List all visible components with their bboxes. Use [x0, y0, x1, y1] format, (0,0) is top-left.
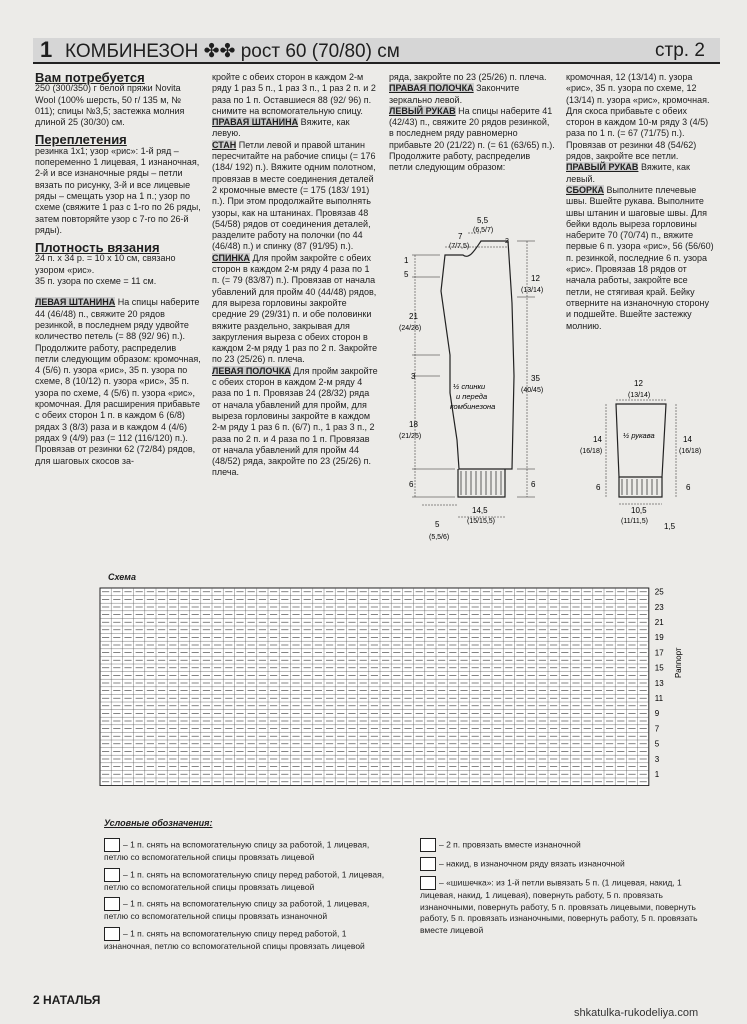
- sleeve-right-sizes: (16/18): [679, 448, 702, 455]
- row-number: 3: [654, 754, 660, 764]
- cuff-left: 6: [596, 483, 601, 492]
- assembly-text: Выполните плечевые швы. Вшейте рукава. Выполните швы штанин и шаговые швы. Для бейки вдоль выреза горловины наберите 70 (70/74) п., вяжите первые 6 п. узора «рис», 56 (56/60) п. резинкой, последние 6 п. узора «рис». Провязав 18 рядов от начала работы, закройте все петли, не стягивая край. Бейку отверните на изнаночную сторону и подшейте. Вшейте застежку молнию.: [566, 184, 714, 331]
- dim-5: 5: [404, 270, 409, 279]
- row-number: 13: [654, 678, 664, 688]
- right-sleeve-heading: ПРАВЫЙ РУКАВ: [566, 162, 639, 173]
- sleeve-label: ½ рукава: [623, 431, 655, 440]
- row-number: 9: [654, 709, 660, 719]
- purl-two-together-icon: [420, 838, 436, 852]
- sleeve-left-sizes: (16/18): [580, 448, 603, 455]
- density-text-1: 24 п. x 34 р. = 10 x 10 см, связано узором «рис».: [35, 253, 176, 275]
- density-heading: Плотность вязания: [35, 240, 160, 256]
- back-text: Для пройм закройте с обеих сторон в каждом 2-м ряду 4 раза по 1 п. (= 79 (83/87) п.). Провязав от начала убавлений для пройм 40 (44/48) рядов, для выреза горловины закройте средние 29 (29/31) п. и обе половинки вяжите раздельно, закрывая для закругления выреза с обеих сторон в каждом 2-м ряду 1 раз по 2 п. Закройте по 23 (25/26) п. плеча.: [212, 252, 378, 365]
- footer-magazine: НАТАЛЬЯ: [43, 993, 101, 1007]
- left-sleeve-heading: ЛЕВЫЙ РУКАВ: [389, 105, 456, 116]
- knitting-chart: [98, 586, 698, 786]
- column-4: [566, 72, 716, 332]
- row-number: 11: [654, 694, 664, 703]
- left-front-heading: ЛЕВАЯ ПОЛОЧКА: [212, 365, 291, 376]
- right-leg-text: Вяжите, как левую.: [212, 117, 350, 139]
- row-number: 17: [654, 648, 664, 658]
- neck-width-sizes: (6,5/7): [473, 227, 494, 234]
- legend-item-4: – 1 п. снять на вспомогательную спицу перед работой, 1 изнаночная, петлю со вспомогательной спицы провязать лицевой: [104, 927, 365, 951]
- dim-3: 3: [411, 372, 416, 381]
- left-leg-text: На спицы наберите 44 (46/48) п., свяжите 20 рядов резинкой, в последнем ряду удвойте количество петель (= 88 (92/ 96) п.). Продолжите работу, распределив петли следующим образом: кромочная, 4 (5/6) п. узора «рис», 35 п. узора по схеме, 8 (10/12) п. узора «рис», 35 п. узора по схеме, 4 (5/6) п. узора «рис», кромочная. Для расширения прибавьте с обеих сторон 1 п. в каждом 6 (6/8) рядах 3 (8/3) раза и в каждом 4 (4/6) рядах 9 (4/9) раз (= 112 (116/120) п.). Провязав от резинки 62 (72/84) рядов, для шаговых скосов за-: [35, 297, 201, 466]
- body-heading: СТАН: [212, 139, 237, 150]
- dim-21-sizes: (24/26): [399, 325, 422, 332]
- back-heading: СПИНКА: [212, 252, 250, 263]
- part-label-2: и переда: [456, 392, 488, 401]
- materials-heading: Вам потребуется: [35, 70, 145, 85]
- part-label-3: комбинезона: [450, 402, 496, 411]
- chart-label: Схема: [108, 572, 136, 582]
- pattern-number: 1: [40, 37, 53, 62]
- row-number: 19: [654, 633, 664, 643]
- legend-item-5: – 2 п. провязать вместе изнаночной: [439, 839, 581, 850]
- bottom-width: 14,5: [472, 506, 488, 515]
- jumpsuit-pattern-diagram: [395, 205, 560, 550]
- sleeve-top: 12: [634, 379, 643, 388]
- right-sleeve-text: Вяжите, как левый.: [566, 162, 690, 184]
- shoulder-width-sizes: (7/7,5): [449, 243, 470, 250]
- dim-35-sizes: (40/45): [521, 387, 544, 394]
- cable-right-icon: [104, 838, 120, 852]
- col2-intro: кройте с обеих сторон в каждом 2-м ряду 1 раз 5 п., 1 раз 3 п., 1 раз 2 п. и 2 раза по 1 п. Оставшиеся 88 (92/ 96) п. снимите на вспомогательную спицу.: [212, 72, 376, 116]
- dim-12-sizes: (13/14): [521, 287, 544, 294]
- right-front-heading: ПРАВАЯ ПОЛОЧКА: [389, 83, 474, 94]
- left-sleeve-text: На спицы наберите 41 (42/43) п., свяжите 20 рядов резинкой, в последнем ряду равномерно прибавьте 20 (21/22) п. (= 61 (63/65) п.). Продолжите работу, распределив петли следующим образом:: [389, 105, 555, 173]
- dim-1: 1: [404, 256, 409, 265]
- body-text: Петли левой и правой штанин пересчитайте на рабочие спицы (= 176 (184/ 192) п.). Вяжите одним полотном, провязав в месте соединения деталей 2 кромочные вместе (= 175 (183/ 191) п.). При этом продолжайте выполнять узоры, как на штанинах. Провязав 48 (54/58) рядов от соединения деталей, разделите работу на полочки (по 44 (46/48) п.) и спинку (87 (91/95) п.).: [212, 139, 376, 252]
- row-number: 23: [654, 602, 664, 612]
- cuff-width: 10,5: [631, 506, 647, 515]
- part-label-1: ½ спинки: [453, 382, 486, 391]
- weaves-heading: Переплетения: [35, 132, 127, 148]
- legend-item-1: – 1 п. снять на вспомогательную спицу за работой, 1 лицевая, петлю со вспомогательной спицы провязать лицевой: [104, 839, 370, 862]
- col3-intro: ряда, закройте по 23 (25/26) п. плеча.: [389, 72, 547, 82]
- sleeve-right: 14: [683, 435, 692, 444]
- materials-text: 250 (300/350) г белой пряжи Novita Wool (100% шерсть, 50 г/ 135 м, № 011); спицы №3,5; застежка молния длиной 25 (30/30) см.: [35, 83, 185, 128]
- cross-purl-right-icon: [104, 897, 120, 911]
- bottom-width-sizes: (15/15,5): [467, 518, 496, 525]
- density-text-2: 35 п. узора по схеме = 11 см.: [35, 276, 157, 287]
- left-front-text: Для пройм закройте с обеих сторон в каждом 2-м ряду 4 раза по 1 п. Провязав 24 (28/32) ряда от начала убавлений для пройм, для выреза горловины закройте в каждом 2-м ряду 1 раз 6 п. (6/7) п., 1 раз 3 п., 2 раза по 2 п. и 4 раза по 1 п. Провязав от начала убавлений для пройм 44 (48/52) ряда, закройте по 23 (25/26) п. плеча.: [212, 365, 378, 478]
- legend-title: Условные обозначения:: [104, 818, 213, 828]
- footer: [33, 993, 100, 1007]
- row-number: 5: [654, 739, 660, 749]
- column-3: [389, 72, 555, 174]
- yarn-over-icon: [420, 857, 436, 871]
- sleeve-diagram: [576, 372, 716, 542]
- sleeve-top-sizes: (13/14): [628, 392, 651, 399]
- dim-18-sizes: (21/25): [399, 433, 422, 440]
- row-number: 21: [654, 618, 664, 627]
- dim-21: 21: [409, 312, 418, 321]
- crotch-width: 5: [435, 520, 440, 529]
- row-number: 25: [654, 587, 664, 597]
- right-leg-heading: ПРАВАЯ ШТАНИНА: [212, 117, 299, 128]
- column-2: [212, 72, 378, 479]
- dim-18: 18: [409, 420, 418, 429]
- shoulder-width: 7: [458, 232, 463, 241]
- dim-35: 35: [531, 374, 540, 383]
- weaves-text: резинка 1x1; узор «рис»: 1-й ряд – попеременно 1 лицевая, 1 изнаночная, 2-й и все изнаночные ряды – петли вязать по рисунку, 3-й и все лицевые ряды – смещать узор на 1 п.; узор по схеме (свяжите 1 раз с 1-го по 26 ряды, затем повторяйте узор с 7-го по 26-й ряды).: [35, 145, 201, 235]
- col4-intro: кромочная, 12 (13/14) п. узора «рис», 35 п. узора по схеме, 12 (13/14) п. узора «рис», кромочная. Для скоса прибавьте с обеих сторон в каждом 10-м ряду 3 (4/5) раза по 1 п. (= 67 (71/75) п.). Провязав от резинки 48 (54/62) рядов, закройте все петли.: [566, 72, 710, 162]
- left-leg-heading: ЛЕВАЯ ШТАНИНА: [35, 297, 116, 308]
- cuff-offset: 1,5: [664, 522, 676, 531]
- page-ref: стр. 2: [655, 40, 705, 61]
- row-number: 1: [654, 770, 660, 779]
- repeat-label: Раппорт: [673, 647, 683, 678]
- cuff-width-sizes: (11/11,5): [621, 518, 648, 525]
- legend-right: [420, 838, 705, 936]
- cross-purl-left-icon: [104, 927, 120, 941]
- row-number: 7: [654, 724, 660, 734]
- legend-item-3: – 1 п. снять на вспомогательную спицу за работой, 1 лицевая, петлю со вспомогательной спицы провязать изнаночной: [104, 898, 370, 921]
- bobble-icon: [420, 876, 436, 890]
- neck-width: 5,5: [477, 216, 489, 225]
- row-number: 15: [654, 663, 664, 673]
- assembly-heading: СБОРКА: [566, 184, 604, 195]
- cuff-right: 6: [686, 483, 691, 492]
- cable-left-icon: [104, 868, 120, 882]
- sleeve-left: 14: [593, 435, 602, 444]
- dim-6-right: 6: [531, 480, 536, 489]
- legend-item-2: – 1 п. снять на вспомогательную спицу перед работой, 1 лицевая, петлю со вспомогательной спицы провязать лицевой: [104, 868, 385, 892]
- page-title: КОМБИНЕЗОН ✤✤ рост 60 (70/80) см: [65, 41, 400, 62]
- neck-depth: 2: [505, 238, 509, 245]
- legend-item-6: – накид, в изнаночном ряду вязать изнаночной: [439, 858, 625, 869]
- column-1: [35, 72, 201, 467]
- footer-page: 2: [33, 993, 40, 1007]
- dim-6-left: 6: [409, 480, 414, 489]
- crotch-width-sizes: (5,5/6): [429, 534, 450, 541]
- dim-12: 12: [531, 274, 540, 283]
- legend-item-7: – «шишечка»: из 1-й петли вывязать 5 п. (1 лицевая, накид, 1 лицевая, накид, 1 лицевая), повернуть работу, 5 п. провязать изнаночными, повернуть работу, 5 п. провязать лицевыми, повернуть работу, 5 п. провязать изнаночными, повернуть работу, 5 п. провязать вместе лицевой: [420, 877, 698, 935]
- right-front-text: Закончите зеркально левой.: [389, 83, 520, 105]
- watermark-site: shkatulka-rukodeliya.com: [574, 1007, 699, 1019]
- legend-left: [104, 838, 394, 952]
